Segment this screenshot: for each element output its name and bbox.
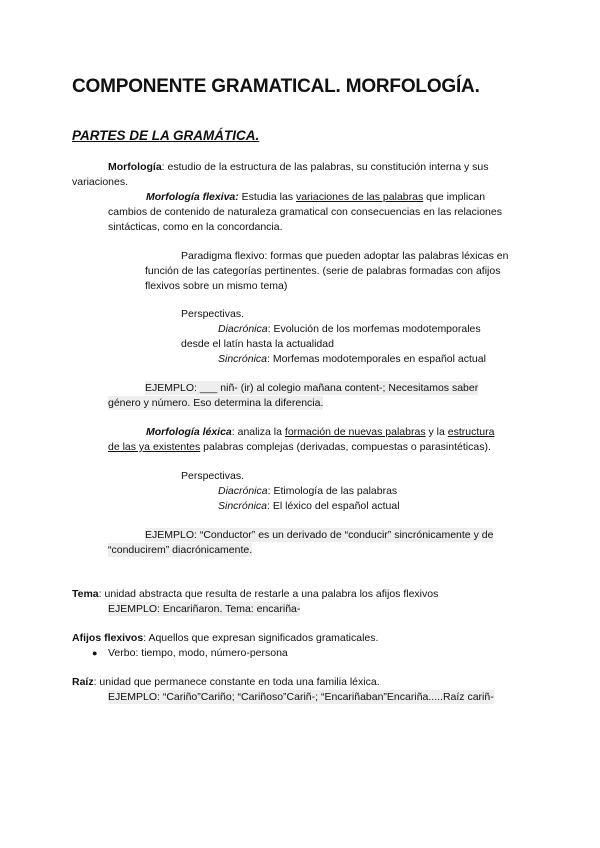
bullet-icon: ● [92, 648, 98, 658]
perspectivas1-sincronica: Sincrónica: Morfemas modotemporales en español actual [218, 353, 486, 365]
morfologia-line1: Morfología: estudio de la estructura de las palabras, su constitución interna y sus [108, 161, 489, 173]
ejemplo1-line2: género y número. Eso determina la diferencia. [108, 397, 324, 409]
flexiva-line1: Morfología flexiva: Estudia las variaciones de las palabras que implican [146, 191, 486, 203]
section-heading: PARTES DE LA GRAMÁTICA. [72, 128, 260, 143]
perspectivas2-heading: Perspectivas. [181, 470, 245, 482]
paradigma-line3: flexivos sobre un mismo tema) [145, 280, 288, 292]
flexiva-underlined: variaciones de las palabras [295, 191, 424, 203]
perspectivas2-diacronica: Diacrónica: Etimología de las palabras [218, 485, 398, 497]
afijos-list-item: Verbo: tiempo, modo, número-persona [108, 647, 288, 659]
lexica-underlined-3: de las ya existentes [108, 441, 201, 453]
tema-example: EJEMPLO: Encariñaron. Tema: encariña- [108, 603, 301, 615]
perspectivas1-diacronica: Diacrónica: Evolución de los morfemas modotemporales [218, 323, 481, 335]
tema-definition: Tema: unidad abstracta que resulta de restarle a una palabra los afijos flexivos [72, 588, 439, 600]
page-title: COMPONENTE GRAMATICAL. MORFOLOGÍA. [72, 76, 480, 97]
morfologia-line2: variaciones. [72, 176, 129, 188]
perspectivas2-sincronica: Sincrónica: El léxico del español actual [218, 500, 400, 512]
perspectivas1-heading: Perspectivas. [181, 308, 245, 320]
lexica-term: Morfología léxica [146, 426, 232, 438]
flexiva-term: Morfología flexiva: [146, 191, 239, 203]
tema-term: Tema [72, 588, 99, 600]
afijos-term: Afijos flexivos [72, 632, 144, 644]
lexica-underlined-1: formación de nuevas palabras [284, 426, 426, 438]
lexica-underlined-2: estructura [447, 426, 495, 438]
flexiva-line3: sintácticas, como en la concordancia. [108, 221, 283, 233]
ejemplo1-line1: EJEMPLO: ___ niñ- (ir) al colegio mañana content-; Necesitamos saber [145, 382, 479, 394]
ejemplo2-line1: EJEMPLO: “Conductor” es un derivado de “conducir” sincrónicamente y de [145, 529, 494, 541]
raiz-definition: Raíz: unidad que permanece constante en toda una familia léxica. [72, 676, 380, 688]
ejemplo2-line2: “conducirem” diacrónicamente. [108, 544, 253, 556]
raiz-term: Raíz [72, 676, 94, 688]
lexica-line1: Morfología léxica: analiza la formación de nuevas palabras y la estructura [146, 426, 495, 438]
flexiva-line2: cambios de contenido de naturaleza gramatical con consecuencias en las relaciones [108, 206, 502, 218]
paradigma-line1: Paradigma flexivo: formas que pueden adoptar las palabras léxicas en [181, 250, 509, 262]
lexica-line2: de las ya existentes palabras complejas (derivadas, compuestas o parasintéticas). [108, 441, 491, 453]
perspectivas1-diacronica-cont: desde el latín hasta la actualidad [181, 338, 334, 350]
raiz-example: EJEMPLO: “Cariño”Cariño; “Cariñoso”Cariñ-; “Encariñaban”Encariña.....Raíz cariñ- [108, 691, 494, 703]
morfologia-term: Morfología [108, 161, 162, 173]
afijos-definition: Afijos flexivos: Aquellos que expresan significados gramaticales. [72, 632, 379, 644]
paradigma-line2: función de las categorías pertinentes. (serie de palabras formadas con afijos [145, 265, 501, 277]
